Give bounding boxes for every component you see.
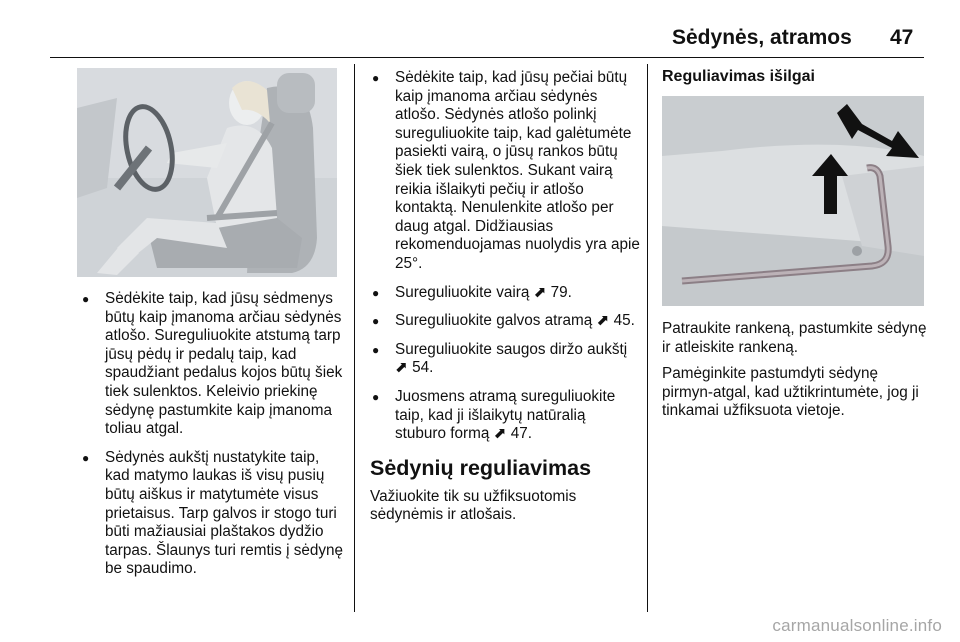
bullet-list-2 [370, 69, 640, 444]
driver-seating-illustration [77, 68, 337, 277]
section-paragraph: Važiuokite tik su užfiksuotomis sėdynėmis ir atlošais. [370, 487, 577, 524]
list-item: ● Sėdynės aukštį nustatykite taip, kad matymo laukas iš visų pusių būtų aiškus ir matytumėte visus prietaisus. Tarp galvos ir stogo turi būti mažiausiai plaštakos dydžio tarpas. Šlaunys turi remtis į sėdynę be spaudimo. [80, 449, 345, 579]
list-item: ● Sureguliuokite vairą ⬈ 79. [370, 284, 640, 303]
column-divider-1 [354, 64, 355, 612]
list-item: ● Juosmens atramą sureguliuokite taip, kad ji išlaikytų natūralią stuburo formą ⬈ 47. [370, 388, 640, 444]
list-item: ● Sureguliuokite galvos atramą ⬈ 45. [370, 312, 640, 331]
header-rule [50, 57, 924, 58]
column-1 [80, 290, 345, 589]
page-title: Sėdynės, atramos [672, 26, 852, 49]
list-item: ● Sėdėkite taip, kad jūsų sėdmenys būtų kaip įmanoma arčiau sėdynės atlošo. Sureguliuokite atstumą tarp jūsų pėdų ir pedalų taip, kad spaudžiant pedalus kojos būtų šiek tiek sulenktos. Keleivio priekinę sėdynę pastumkite kaip įmanoma toliau atgal. [80, 290, 345, 439]
page-header [0, 0, 960, 58]
paragraph: Patraukite rankeną, pastumkite sėdynę ir atleiskite rankeną. [662, 320, 927, 356]
list-item: ● Sureguliuokite saugos diržo aukštį ⬈ 54. [370, 341, 640, 378]
watermark: carmanualsonline.info [772, 616, 942, 635]
subsection-heading: Reguliavimas išilgai [662, 68, 815, 85]
section-heading: Sėdynių reguliavimas [370, 455, 592, 480]
paragraph: Pamėginkite pastumdyti sėdynę pirmyn-atgal, kad užtikrintumėte, jog ji tinkamai užfiksuota vietoje. [662, 365, 919, 420]
bullet-list-1 [80, 290, 345, 579]
column-3 [662, 320, 927, 429]
column-2 [370, 69, 640, 533]
list-item: ● Sėdėkite taip, kad jūsų pečiai būtų kaip įmanoma arčiau sėdynės atlošo. Sėdynės atlošo polinkį sureguliuokite taip, kad galėtumėte pasiekti vairą, o jūsų rankos būtų šiek tiek sulenktos. Sukant vairą reikia išlaikyti pečių ir atlošo kontaktą. Nenulenkite atlošo per daug atgal. Didžiausias rekomenduojamas nuolydis yra apie 25°. [370, 69, 640, 274]
page-number: 47 [890, 26, 914, 49]
column-divider-2 [647, 64, 648, 612]
seat-adjustment-illustration [662, 96, 924, 306]
